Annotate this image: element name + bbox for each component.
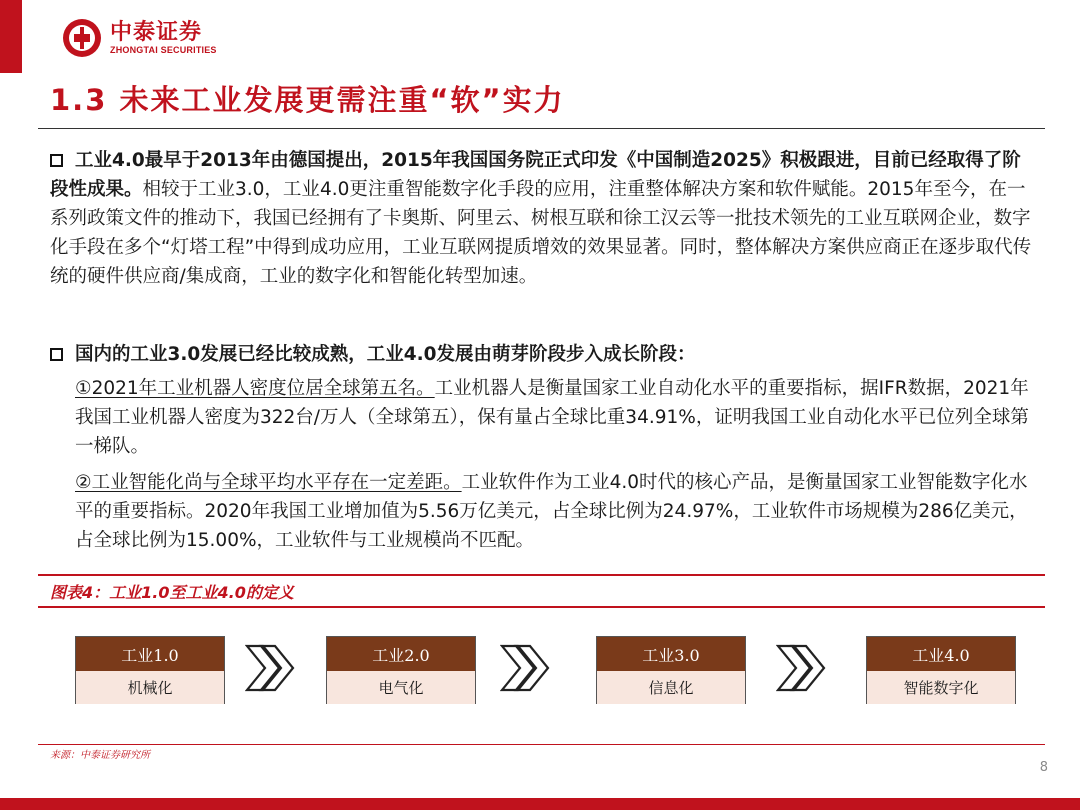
header-accent-bar	[0, 0, 22, 73]
point-1-paragraph	[75, 374, 1035, 461]
logo-english-name: ZHONGTAI SECURITIES	[110, 45, 217, 55]
stage-description: 机械化	[76, 671, 224, 704]
page-title: 1.3 未来工业发展更需注重“软”实力	[50, 83, 565, 117]
checkbox-bullet-icon	[50, 348, 63, 361]
chevron-right-icon	[776, 644, 826, 692]
point-1-heading: ①2021年工业机器人密度位居全球第五名。	[75, 378, 435, 399]
section-1-body: 相较于工业3.0，工业4.0更注重智能数字化手段的应用，注重整体解决方案和软件赋能。2015年至今，在一系列政策文件的推动下，我国已经拥有了卡奥斯、阿里云、树根互联和徐工汉云等一批技术领先的工业互联网企业，数字化手段在多个“灯塔工程”中得到成功应用，工业互联网提质增效的效果显著。同时，整体解决方案供应商正在逐步取代传统的硬件供应商/集成商，工业的数字化和智能化转型加速。	[50, 179, 1032, 287]
stage-box-industry-3	[596, 636, 746, 704]
point-2-body: 工业软件作为工业4.0时代的核心产品，是衡量国家工业智能数字化水平的重要指标。2020年我国工业增加值为5.56万亿美元，占全球比例为24.97%，工业软件市场规模为286亿美元，占全球比例为15.00%，工业软件与工业规模尚不匹配。	[75, 472, 1028, 551]
stage-box-industry-2	[326, 636, 476, 704]
section-1-paragraph	[50, 146, 1035, 291]
stage-title: 工业1.0	[76, 637, 224, 671]
checkbox-bullet-icon	[50, 154, 63, 167]
chevron-right-icon	[500, 644, 550, 692]
stage-box-industry-1	[75, 636, 225, 704]
figure-top-rule	[38, 574, 1045, 576]
stage-description: 智能数字化	[867, 671, 1015, 704]
figure-bottom-rule	[38, 606, 1045, 608]
title-divider	[38, 128, 1045, 129]
section-2-bold-lead: 国内的工业3.0发展已经比较成熟，工业4.0发展由萌芽阶段步入成长阶段：	[75, 344, 696, 365]
point-2-paragraph	[75, 468, 1035, 555]
page-number: 8	[1039, 760, 1048, 775]
stage-description: 信息化	[597, 671, 745, 704]
point-1-body: 工业机器人是衡量国家工业自动化水平的重要指标，据IFR数据，2021年我国工业机器人密度为322台/万人（全球第五），保有量占全球比重34.91%，证明我国工业自动化水平已位列全球第一梯队。	[75, 378, 1029, 457]
logo-chinese-name: 中泰证券	[110, 20, 203, 45]
stage-title: 工业3.0	[597, 637, 745, 671]
figure-caption: 图表4：工业1.0至工业4.0的定义	[50, 583, 294, 602]
footer-accent-bar	[0, 798, 1080, 810]
section-1-bold-lead: 工业4.0最早于2013年由德国提出，2015年我国国务院正式印发《中国制造2025》积极跟进，目前已经取得了阶段性成果。	[50, 150, 1021, 200]
stage-description: 电气化	[327, 671, 475, 704]
stage-box-industry-4	[866, 636, 1016, 704]
stage-title: 工业4.0	[867, 637, 1015, 671]
section-2-heading	[50, 340, 1035, 369]
source-divider	[38, 744, 1045, 745]
company-logo	[62, 18, 217, 58]
stage-title: 工业2.0	[327, 637, 475, 671]
chevron-right-icon	[245, 644, 295, 692]
logo-icon	[62, 18, 102, 58]
point-2-heading: ②工业智能化尚与全球平均水平存在一定差距。	[75, 472, 462, 493]
source-note: 来源：中泰证券研究所	[50, 750, 150, 761]
